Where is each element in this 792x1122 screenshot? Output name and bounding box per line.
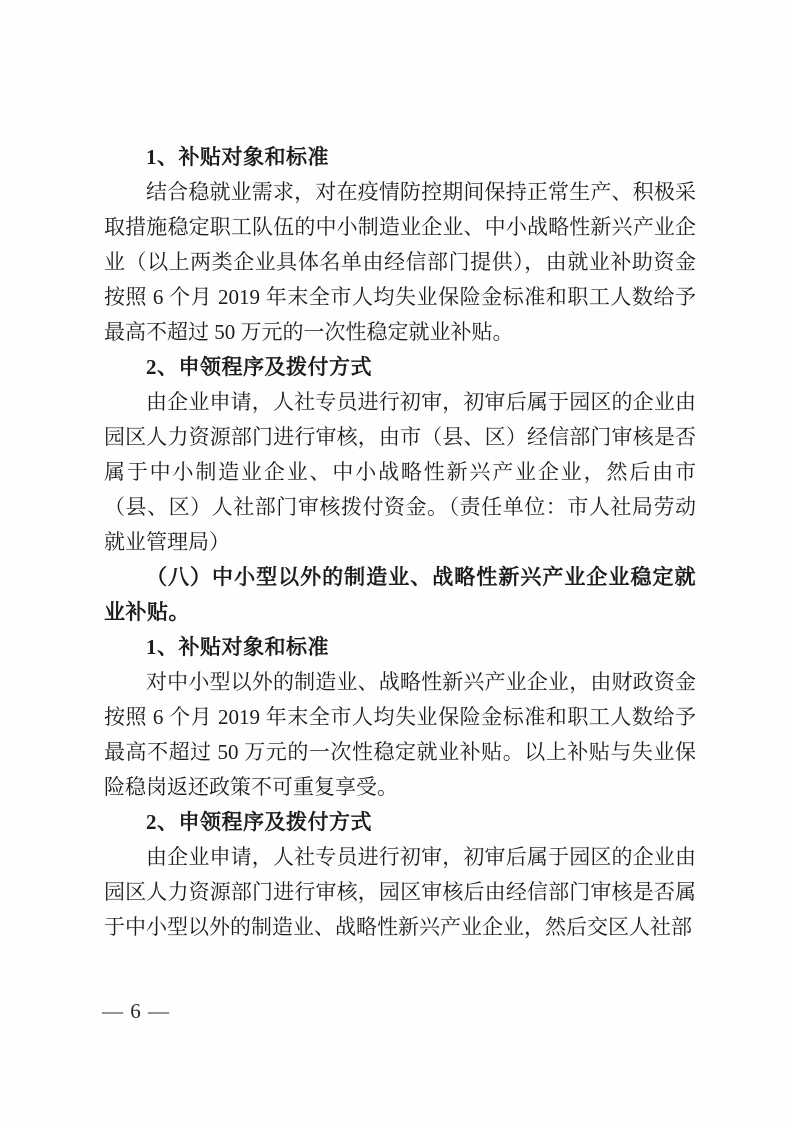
section-heading-eight-large-enterprise-subsidy: （八）中小型以外的制造业、战略性新兴产业企业稳定就业补贴。: [104, 565, 696, 624]
paragraph-large-enterprise-application-procedure: 由企业申请，人社专员进行初审，初审后属于园区的企业由园区人力资源部门进行审核，园区审核后由经信部门审核是否属于中小型以外的制造业、战略性新兴产业企业，然后交区人社部: [104, 845, 696, 939]
page-number: — 6 —: [102, 999, 170, 1023]
heading-application-procedure-1: 2、申领程序及拨付方式: [146, 355, 372, 379]
heading-subsidy-target-and-standard-2: 1、补贴对象和标准: [146, 635, 329, 659]
heading-application-procedure-2: 2、申领程序及拨付方式: [146, 810, 372, 834]
paragraph-smb-stable-employment-subsidy: 结合稳就业需求，对在疫情防控期间保持正常生产、积极采取措施稳定职工队伍的中小制造业企业、中小战略性新兴产业企业（以上两类企业具体名单由经信部门提供），由就业补助资金按照 6 个月 2019 年末全市人均失业保险金标准和职工人数给予最高不超过 50 万元的一次性稳定就业补贴。: [104, 180, 696, 344]
paragraph-large-enterprise-subsidy: 对中小型以外的制造业、战略性新兴产业企业，由财政资金按照 6 个月 2019 年末全市人均失业保险金标准和职工人数给予最高不超过 50 万元的一次性稳定就业补贴。以上补贴与失业保险稳岗返还政策不可重复享受。: [104, 670, 696, 799]
heading-subsidy-target-and-standard-1: 1、补贴对象和标准: [146, 145, 329, 169]
paragraph-smb-application-procedure: 由企业申请，人社专员进行初审，初审后属于园区的企业由园区人力资源部门进行审核，由市（县、区）经信部门审核是否属于中小制造业企业、中小战略性新兴产业企业，然后由市（县、区）人社部门审核拨付资金。（责任单位：市人社局劳动就业管理局）: [104, 390, 696, 554]
document-content: [104, 140, 696, 945]
